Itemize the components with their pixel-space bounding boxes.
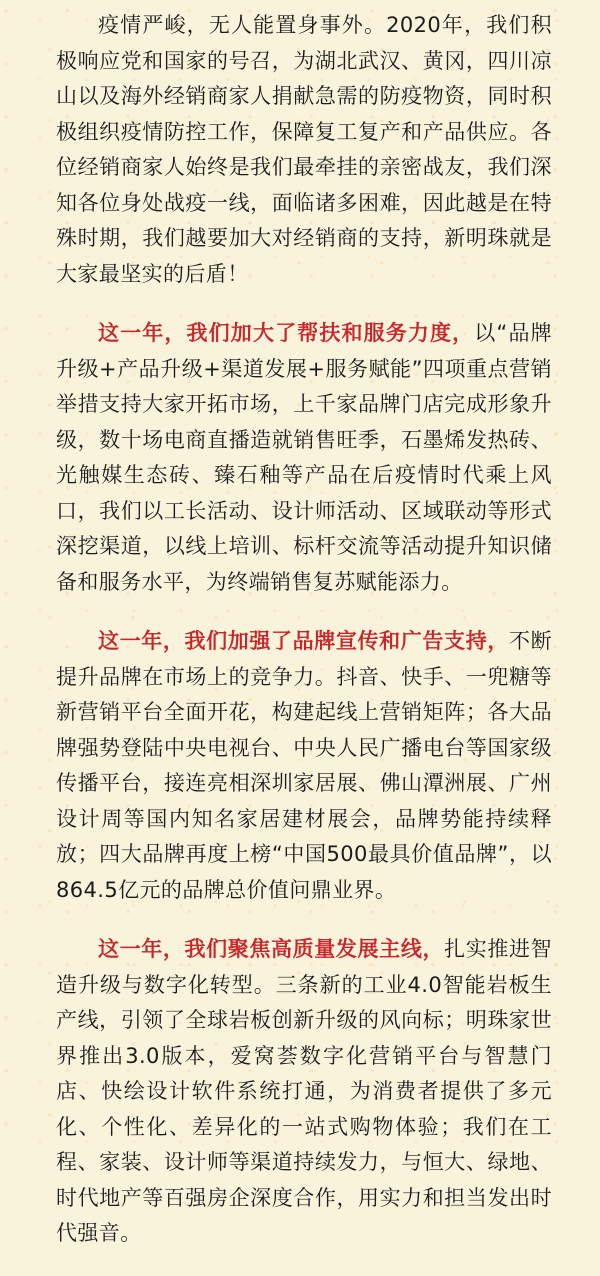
paragraph-text: 不断提升品牌在市场上的竞争力。抖音、快手、一兜糖等新营销平台全面开花，构建起线上营销矩阵；各大品牌强势登陆中央电视台、中央人民广播电台等国家级传播平台，接连亮相深圳家居展、佛山潭洲展、广州设计周等国内知名家居建材展会，品牌势能持续释放；四大品牌再度上榜“中国500最具价值品牌”，以864.5亿元的品牌总价值问鼎业界。 xyxy=(56,629,552,902)
paragraph-highlight: 这一年，我们聚焦高质量发展主线， xyxy=(98,937,445,961)
paragraph-development xyxy=(56,932,552,1252)
article-body xyxy=(56,8,552,1276)
paragraph-support xyxy=(56,316,552,600)
paragraph-text: 疫情严峻，无人能置身事外。2020年，我们积极响应党和国家的号召，为湖北武汉、黄冈，四川凉山以及海外经销商家人捐献急需的防疫物资，同时积极组织疫情防控工作，保障复工复产和产品供应。各位经销商家人始终是我们最牵挂的亲密战友，我们深知各位身处战疫一线，面临诸多困难，因此越是在特殊时期，我们越要加大对经销商的支持，新明珠就是大家最坚实的后盾！ xyxy=(56,13,552,286)
paragraph-intro xyxy=(56,8,552,292)
paragraph-text: 扎实推进智造升级与数字化转型。三条新的工业4.0智能岩板生产线，引领了全球岩板创新升级的风向标；明珠家世界推出3.0版本，爱窝荟数字化营销平台与智慧门店、快绘设计软件系统打通，为消费者提供了多元化、个性化、差异化的一站式购物体验；我们在工程、家装、设计师等渠道持续发力，与恒大、绿地、时代地产等百强房企深度合作，用实力和担当发出时代强音。 xyxy=(56,937,552,1245)
paragraph-brand xyxy=(56,624,552,908)
paragraph-highlight: 这一年，我们加强了品牌宣传和广告支持， xyxy=(98,629,509,653)
paragraph-text: 以“品牌升级+产品升级+渠道发展+服务赋能”四项重点营销举措支持大家开拓市场，上千家品牌门店完成形象升级，数十场电商直播造就销售旺季，石墨烯发热砖、光触媒生态砖、臻石釉等产品在后疫情时代乘上风口，我们以工长活动、设计师活动、区域联动等形式深挖渠道，以线上培训、标杆交流等活动提升知识储备和服务水平，为终端销售复苏赋能添力。 xyxy=(56,321,552,594)
paragraph-highlight: 这一年，我们加大了帮扶和服务力度， xyxy=(98,321,475,345)
